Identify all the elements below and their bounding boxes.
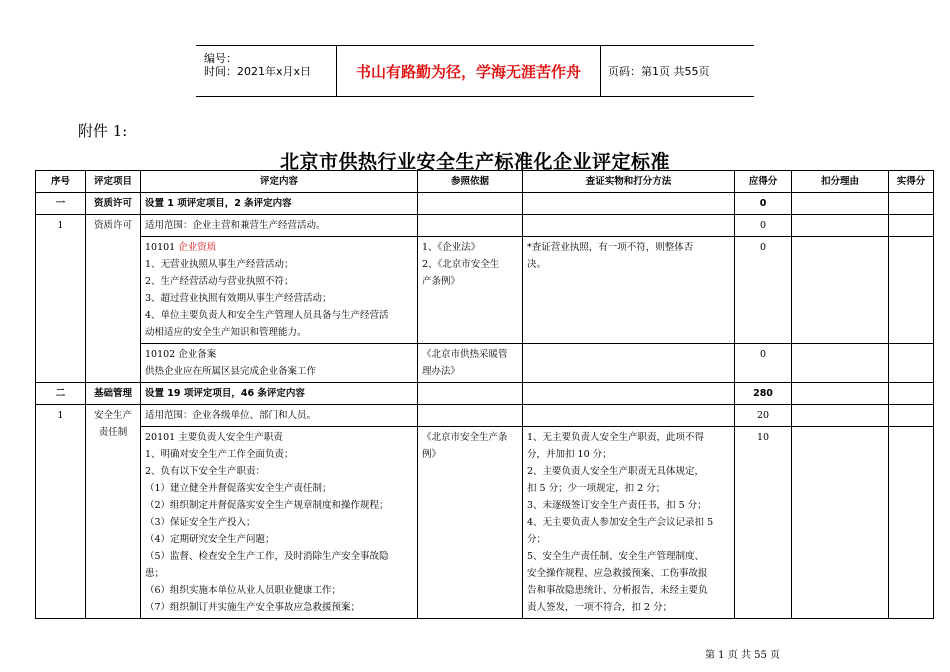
section-no: 二: [36, 383, 86, 405]
row-item: 资质许可: [86, 215, 141, 383]
section-score: 280: [735, 383, 792, 405]
table-row: [36, 215, 934, 237]
table-header-row: [36, 171, 934, 193]
section-score: 0: [735, 193, 792, 215]
document-header: [196, 45, 754, 97]
row-item: 安全生产 责任制: [86, 405, 141, 619]
col-header: 序号: [36, 171, 86, 193]
row-basis: 《北京市供热采暖管 理办法》: [418, 344, 523, 383]
page-footer: 第 1 页 共 55 页: [705, 650, 780, 661]
number-label: 编号：: [204, 52, 237, 65]
standard-table: [35, 170, 934, 619]
row-method: 1、无主要负责人安全生产职责，此项不得 分，并加扣 10 分； 2、主要负责人安全生产职责无具体规定， 扣 5 分；少一项规定，扣 2 分； 3、未逐级签订安全生产责任书，扣 5 分； 4、无主要负责人参加安全生产会议记录扣 5 分； 5、安全生产责任制、安全生产管理制度、 安全操作规程、应急救援预案、工伤事故报 告和事故隐患统计、分析报告，未经主要负 责人签发，一项不符合，扣 2 分；: [523, 427, 735, 619]
header-page-code: 页码：第1页 共55页: [608, 65, 710, 78]
row-basis: 《北京市安全生产条 例》: [418, 427, 523, 619]
row-content: 适用范围：企业主营和兼营生产经营活动。: [141, 215, 418, 237]
time-label: 时间：2021年x月x日: [204, 65, 312, 78]
row-score: 20: [735, 405, 792, 427]
section-row: [36, 383, 934, 405]
row-no: 1: [36, 215, 86, 383]
col-header: 评定项目: [86, 171, 141, 193]
row-score: 0: [735, 215, 792, 237]
row-score: 0: [735, 237, 792, 344]
col-header: 扣分理由: [792, 171, 889, 193]
highlighted-title: 企业资质: [178, 242, 217, 253]
row-content: 适用范围：企业各级单位、部门和人员。: [141, 405, 418, 427]
header-left: [196, 46, 336, 96]
section-row: [36, 193, 934, 215]
row-basis: 1、《企业法》 2、《北京市安全生 产条例》: [418, 237, 523, 344]
section-content: 设置 19 项评定项目，46 条评定内容: [141, 383, 418, 405]
header-motto: 书山有路勤为径，学海无涯苦作舟: [336, 46, 601, 96]
table-row: [36, 427, 934, 619]
row-no: 1: [36, 405, 86, 619]
col-header: 实得分: [889, 171, 934, 193]
col-header: 查证实物和打分方法: [523, 171, 735, 193]
col-header: 评定内容: [141, 171, 418, 193]
row-score: 10: [735, 427, 792, 619]
row-score: 0: [735, 344, 792, 383]
row-content: 20101 主要负责人安全生产职责 1、明确对安全生产工作全面负责； 2、负有以下安全生产职责： （1）建立健全并督促落实安全生产责任制； （2）组织制定并督促落实安全生产规章制度和操作规程； （3）保证安全生产投入； （4）定期研究安全生产问题； （5）监督、检查安全生产工作，及时消除生产安全事故隐 患； （6）组织实施本单位从业人员职业健康工作； （7）组织制订并实施生产安全事故应急救援预案；: [141, 427, 418, 619]
col-header: 应得分: [735, 171, 792, 193]
section-item: 资质许可: [86, 193, 141, 215]
table-row: [36, 237, 934, 344]
row-method: *查证营业执照，有一项不符，则整体否 决。: [523, 237, 735, 344]
attachment-label: 附件 1:: [78, 122, 128, 140]
section-content: 设置 1 项评定项目，2 条评定内容: [141, 193, 418, 215]
col-header: 参照依据: [418, 171, 523, 193]
row-content: 10101 企业资质 1、无营业执照从事生产经营活动； 2、生产经营活动与营业执照不符； 3、超过营业执照有效期从事生产经营活动； 4、单位主要负责人和安全生产管理人员具备与生产经营活 动相适应的安全生产知识和管理能力。: [141, 237, 418, 344]
table-row: [36, 344, 934, 383]
section-item: 基础管理: [86, 383, 141, 405]
row-content: 10102 企业备案 供热企业应在所属区县完成企业备案工作: [141, 344, 418, 383]
section-no: 一: [36, 193, 86, 215]
table-row: [36, 405, 934, 427]
document-title: 北京市供热行业安全生产标准化企业评定标准: [279, 151, 670, 173]
